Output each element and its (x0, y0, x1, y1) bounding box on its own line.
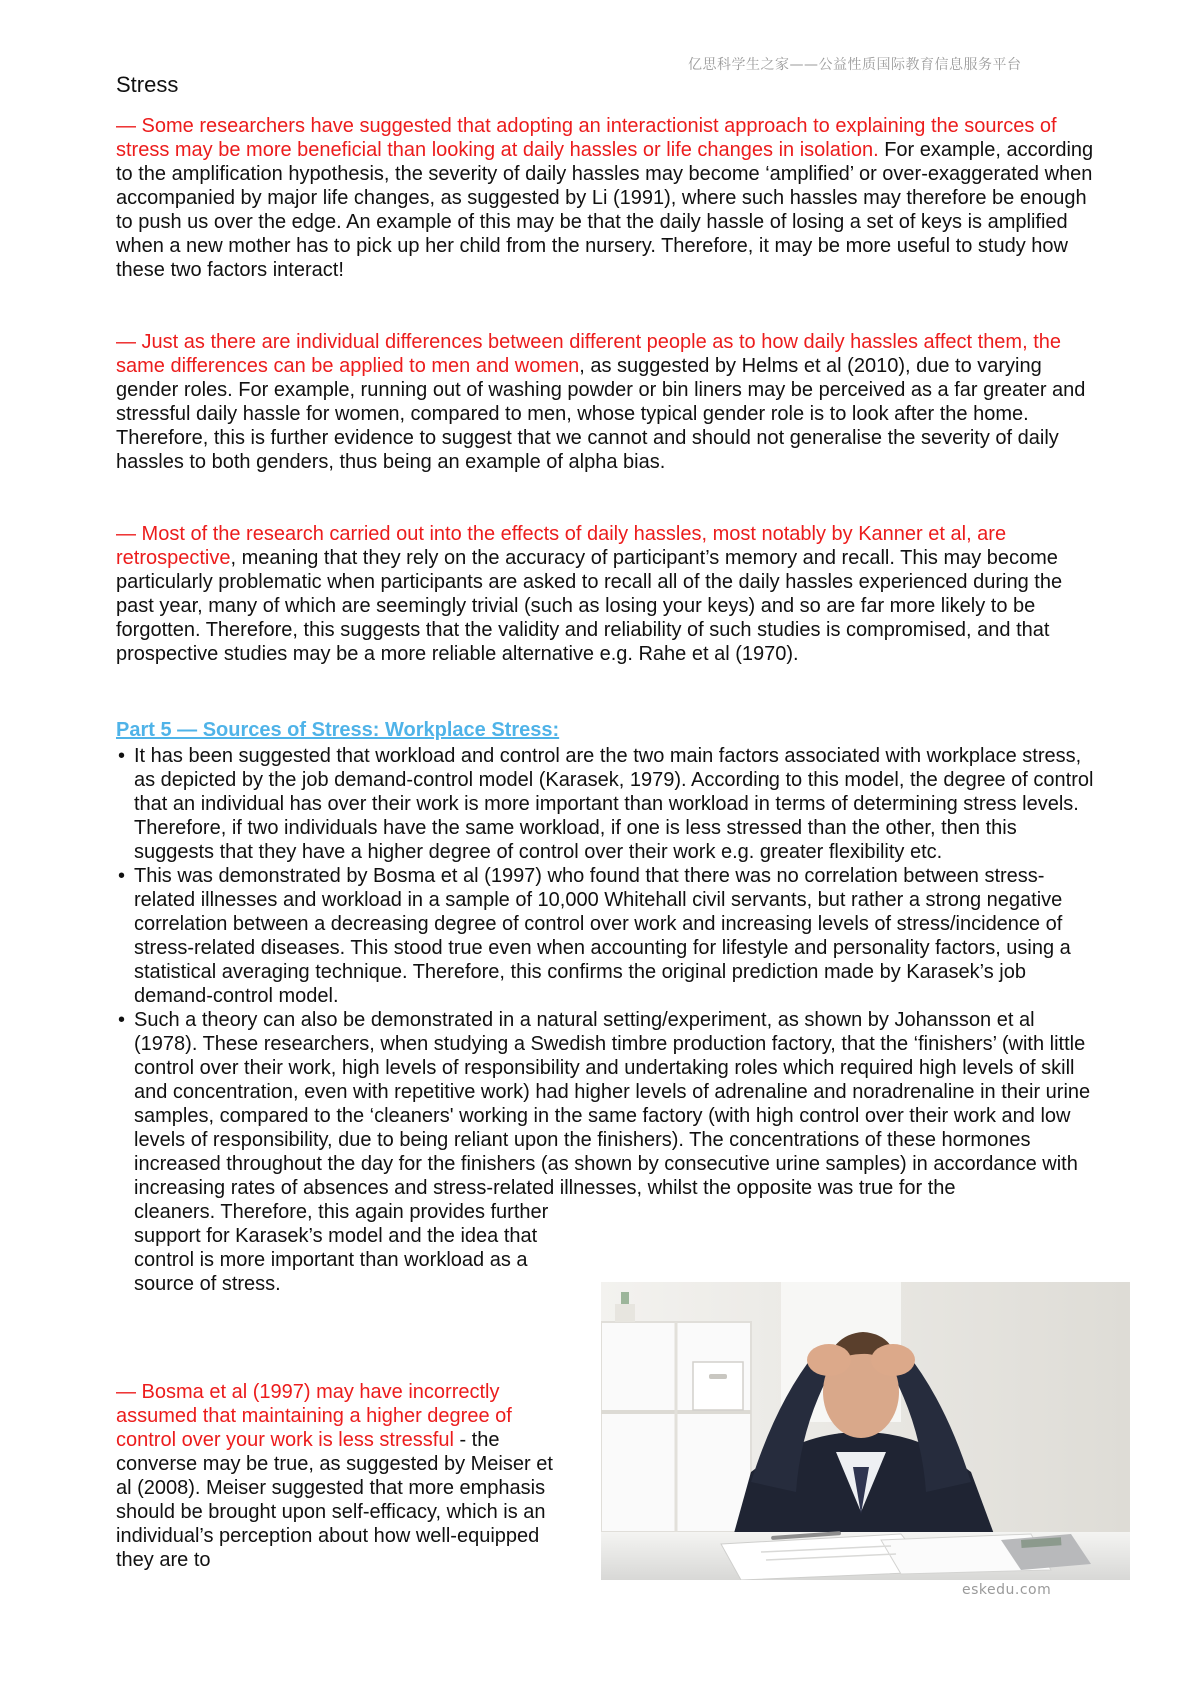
bullet-icon: • (118, 1009, 126, 1031)
workplace-stress-list (116, 744, 1098, 1296)
list-item (116, 744, 1098, 864)
bullet-icon: • (118, 865, 126, 887)
paragraph-text: , as suggested by Helms et al (2010), due to varying gender roles. For example, running out of washing powder or bin liners may be perceived as a far greater and stressful daily hassle for women, compared to men, whose typical gender role is to look after the home. Therefore, this is further evidence to suggest that we cannot and should not generalise the severity of daily hassles to both genders, thus being an example of alpha bias. (116, 355, 1086, 473)
paragraph-interactionist (116, 114, 1098, 282)
stressed-businessman-photo (601, 1282, 1130, 1580)
paragraph-text: - the converse may be true, as suggested by Meiser et al (2008). Meiser suggested that more emphasis should be brought upon self-efficacy, which is an individual’s perception about how well-equipped they are to (116, 1429, 553, 1571)
list-item (116, 864, 1098, 1008)
paragraph-bosma-critique (116, 1380, 560, 1572)
critique-highlight: — Most of the research carried out into the effects of daily hassles, most notably by Kanner et al, are retrospective (116, 523, 1007, 569)
paragraph-retrospective (116, 522, 1098, 666)
photo-illustration (601, 1282, 1130, 1580)
paragraph-text: , meaning that they rely on the accuracy of participant’s memory and recall. This may become particularly problematic when participants are asked to recall all of the daily hassles experienced during the past year, many of which are seemingly trivial (such as losing your keys) and so are far more likely to be forgotten. Therefore, this suggests that the validity and reliability of such studies is compromised, and that prospective studies may be a more reliable alternative e.g. Rahe et al (1970). (116, 547, 1063, 665)
watermark-text: eskedu.com (962, 1582, 1052, 1598)
critique-highlight: — Bosma et al (1997) may have incorrectly assumed that maintaining a higher degree of control over your work is less stressful (116, 1381, 512, 1451)
list-item-text: This was demonstrated by Bosma et al (1997) who found that there was no correlation between stress-related illnesses and workload in a sample of 10,000 Whitehall civil servants, but rather a strong negative correlation between a decreasing degree of control over work and increasing levels of stress/incidence of stress-related diseases. This stood true even when accounting for lifestyle and personality factors, using a statistical averaging technique. Therefore, this confirms the original prediction made by Karasek’s job demand-control model. (134, 865, 1071, 1007)
list-item (116, 1008, 1098, 1296)
list-item-text: Such a theory can also be demonstrated in a natural setting/experiment, as shown by Johansson et al (1978). These researchers, when studying a Swedish timbre production factory, that the ‘finishers’ (with little control over their work, high levels of responsibility and undertaking roles which required high levels of skill and concentration, even with repetitive work) had higher levels of adrenaline and noradrenaline in their urine samples, compared to the ‘cleaners' working in the same factory (with high control over their work and low levels of responsibility, due to being reliant upon the finishers). The concentrations of these hormones increased throughout the day for the finishers (as shown by consecutive urine samples) in accordance with increasing rates of absences and stress-related illnesses, whilst the opposite was true for the (134, 1009, 1091, 1199)
critique-highlight: — Some researchers have suggested that adopting an interactionist approach to explaining the sources of stress may be more beneficial than looking at daily hassles or life changes in isolation. (116, 115, 1057, 161)
paragraph-text: For example, according to the amplification hypothesis, the severity of daily hassles may become ‘amplified’ or over-exaggerated when accompanied by major life changes, as suggested by Li (1991), where such hassles may therefore be enough to push us over the edge. An example of this may be that the daily hassle of losing a set of keys is amplified when a new mother has to pick up her child from the nursery. Therefore, it may be more useful to study how these two factors interact! (116, 139, 1094, 281)
list-item-text-continued: cleaners. Therefore, this again provides further support for Karasek’s model and the idea that control is more important than workload as a source of stress. (134, 1201, 549, 1295)
section-heading-workplace-stress[interactable]: Part 5 — Sources of Stress: Workplace Stress: (116, 719, 560, 741)
document-title: Stress (116, 72, 179, 97)
paragraph-gender-differences (116, 330, 1098, 474)
bullet-icon: • (118, 745, 126, 767)
list-item-text: It has been suggested that workload and control are the two main factors associated with workplace stress, as depicted by the job demand-control model (Karasek, 1979). According to this model, the degree of control that an individual has over their work is more important than workload in terms of determining stress levels. Therefore, if two individuals have the same workload, if one is less stressed than the other, then this suggests that they have a higher degree of control over their work e.g. greater flexibility etc. (134, 745, 1094, 863)
site-header: 亿思科学生之家——公益性质国际教育信息服务平台 (688, 57, 1022, 73)
critique-highlight: — Just as there are individual differences between different people as to how daily hassles affect them, the same differences can be applied to men and women (116, 331, 1062, 377)
